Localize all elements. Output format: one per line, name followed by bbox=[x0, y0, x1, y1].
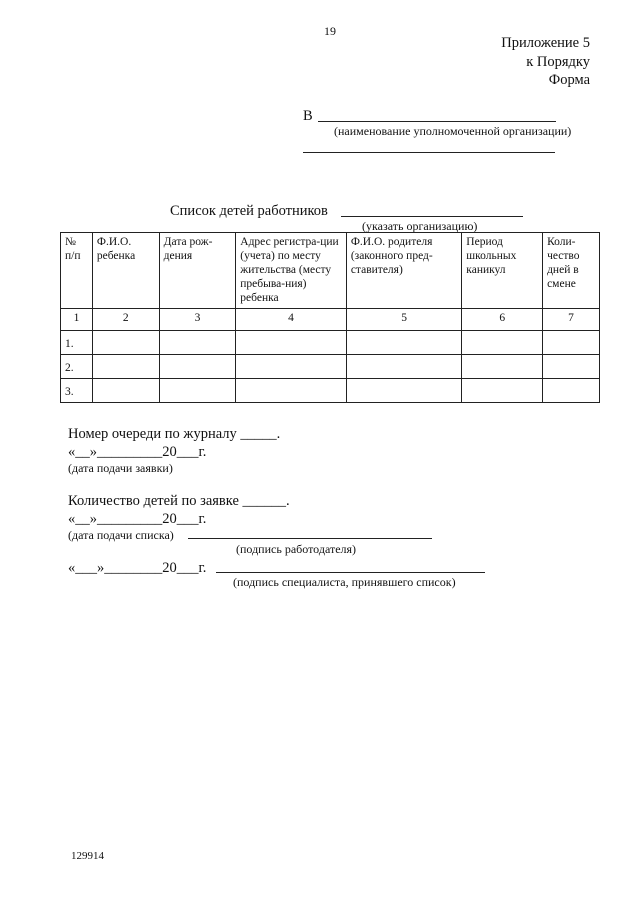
queue-date-caption: (дата подачи заявки) bbox=[68, 461, 173, 475]
table-row bbox=[61, 379, 600, 403]
count-date-line: «__»_________20___г. bbox=[68, 511, 207, 527]
final-date-line: «___»________20___г. bbox=[68, 560, 207, 576]
table-cell[interactable] bbox=[543, 331, 600, 355]
children-table bbox=[60, 232, 600, 403]
table-cell: 7 bbox=[543, 309, 600, 331]
table-cell[interactable] bbox=[543, 355, 600, 379]
count-label: Количество детей по заявке ______. bbox=[68, 493, 290, 509]
queue-label: Номер очереди по журналу _____. bbox=[68, 426, 281, 442]
appendix-line: Приложение 5 bbox=[501, 35, 590, 51]
table-cell[interactable] bbox=[346, 379, 461, 403]
table-cell[interactable]: 1. bbox=[61, 331, 93, 355]
table-header-cell: Период школьных каникул bbox=[462, 233, 543, 309]
table-cell[interactable] bbox=[92, 355, 159, 379]
table-cell[interactable] bbox=[92, 379, 159, 403]
organization-caption: (указать организацию) bbox=[362, 219, 478, 233]
table-cell[interactable] bbox=[462, 379, 543, 403]
addressee-line-2 bbox=[303, 152, 555, 153]
table-cell[interactable]: 3. bbox=[61, 379, 93, 403]
table-cell[interactable] bbox=[159, 331, 236, 355]
table-header-cell: Ф.И.О. ребенка bbox=[92, 233, 159, 309]
table-cell: 4 bbox=[236, 309, 347, 331]
addressee-line bbox=[318, 121, 556, 122]
appendix-line: Форма bbox=[548, 72, 590, 88]
table-header-cell: Коли-чество дней в смене bbox=[543, 233, 600, 309]
table-header-cell: № п/п bbox=[61, 233, 93, 309]
page-number: 19 bbox=[324, 24, 336, 38]
table-row bbox=[61, 331, 600, 355]
table-cell[interactable] bbox=[92, 331, 159, 355]
appendix-block bbox=[501, 34, 590, 90]
footer-code: 129914 bbox=[71, 850, 104, 862]
table-cell[interactable] bbox=[462, 331, 543, 355]
table-cell[interactable] bbox=[543, 379, 600, 403]
specialist-sign-caption: (подпись специалиста, принявшего список) bbox=[233, 575, 456, 589]
queue-date-line: «__»_________20___г. bbox=[68, 444, 207, 460]
addressee-prefix: В bbox=[303, 108, 313, 124]
appendix-line: к Порядку bbox=[526, 53, 590, 70]
table-header-cell: Ф.И.О. родителя (законного пред-ставителя) bbox=[346, 233, 461, 309]
table-header-cell: Дата рож-дения bbox=[159, 233, 236, 309]
organization-line bbox=[341, 216, 523, 217]
table-cell: 6 bbox=[462, 309, 543, 331]
table-cell[interactable] bbox=[236, 379, 347, 403]
table-cell: 2 bbox=[92, 309, 159, 331]
table-cell[interactable]: 2. bbox=[61, 355, 93, 379]
table-cell[interactable] bbox=[159, 379, 236, 403]
list-title: Список детей работников bbox=[170, 203, 328, 219]
table-header-cell: Адрес регистра-ции (учета) по месту жительства (месту пребыва-ния) ребенка bbox=[236, 233, 347, 309]
table-cell[interactable] bbox=[346, 331, 461, 355]
table-header-row bbox=[61, 233, 600, 309]
table-row bbox=[61, 355, 600, 379]
table-cell: 5 bbox=[346, 309, 461, 331]
table-cell[interactable] bbox=[462, 355, 543, 379]
table-cell[interactable] bbox=[236, 331, 347, 355]
table-cell: 1 bbox=[61, 309, 93, 331]
table-numbers-row bbox=[61, 309, 600, 331]
count-date-caption: (дата подачи списка) bbox=[68, 528, 174, 542]
table-cell[interactable] bbox=[346, 355, 461, 379]
specialist-sign-line bbox=[216, 572, 485, 573]
addressee-caption: (наименование уполномоченной организации) bbox=[334, 124, 572, 138]
employer-sign-line bbox=[188, 538, 432, 539]
table-cell[interactable] bbox=[236, 355, 347, 379]
table-cell: 3 bbox=[159, 309, 236, 331]
table-cell[interactable] bbox=[159, 355, 236, 379]
employer-sign-caption: (подпись работодателя) bbox=[236, 542, 357, 556]
